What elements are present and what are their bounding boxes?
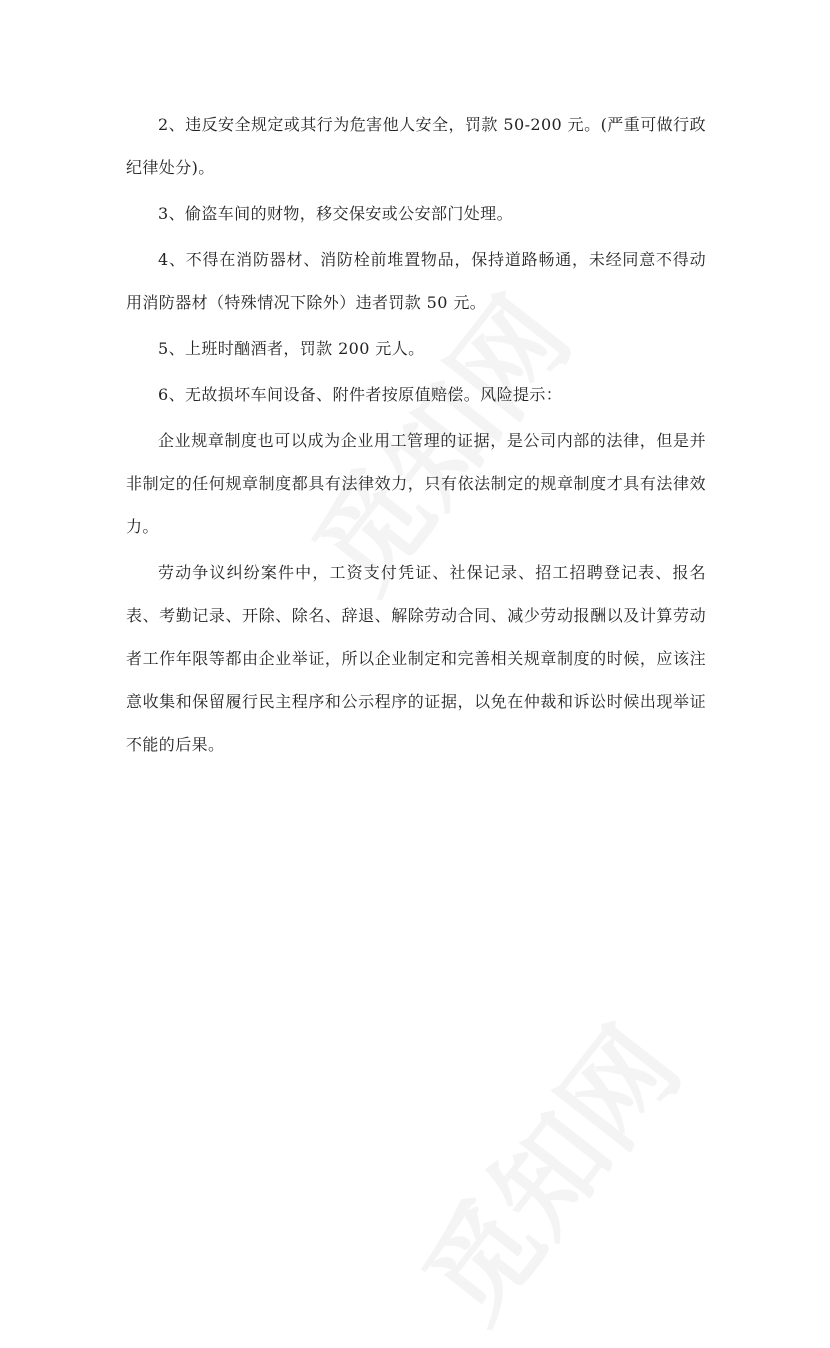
paragraph-rule-5: 5、上班时酗酒者，罚款 200 元人。 bbox=[158, 339, 425, 358]
paragraph-risk-note: 企业规章制度也可以成为企业用工管理的证据，是公司内部的法律，但是并非制定的任何规章制度都具有法律效力，只有依法制定的规章制度才具有法律效力。 bbox=[126, 431, 706, 536]
document-body bbox=[126, 103, 706, 769]
paragraph-rule-4: 4、不得在消防器材、消防栓前堆置物品，保持道路畅通，未经同意不得动用消防器材（特殊情况下除外）违者罚款 50 元。 bbox=[126, 250, 706, 312]
paragraph-rule-6: 6、无故损坏车间设备、附件者按原值赔偿。风险提示： bbox=[158, 385, 563, 404]
paragraph-evidence-note: 劳动争议纠纷案件中，工资支付凭证、社保记录、招工招聘登记表、报名表、考勤记录、开除、除名、辞退、解除劳动合同、减少劳动报酬以及计算劳动者工作年限等都由企业举证，所以企业制定和完善相关规章制度的时候，应该注意收集和保留履行民主程序和公示程序的证据，以免在仲裁和诉讼时候出现举证不能的后果。 bbox=[126, 563, 706, 754]
paragraph-rule-2: 2、违反安全规定或其行为危害他人安全，罚款 50-200 元。(严重可做行政纪律处分)。 bbox=[126, 115, 706, 177]
paragraph-rule-3: 3、偷盗车间的财物，移交保安或公安部门处理。 bbox=[158, 204, 513, 223]
watermark bbox=[381, 990, 709, 1347]
